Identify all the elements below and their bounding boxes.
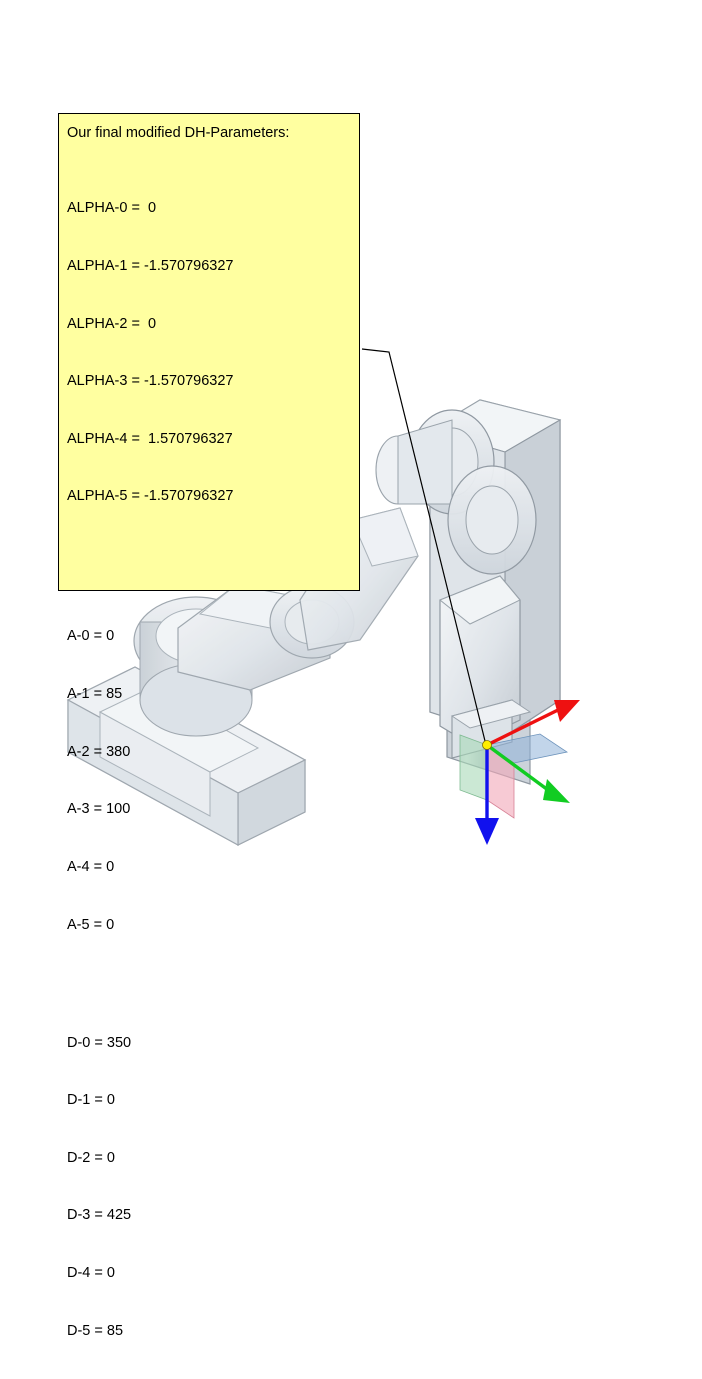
d-4-line: D-4 = 0 (67, 1264, 115, 1281)
a-0-line: A-0 = 0 (67, 628, 115, 645)
robot-front-elbow (448, 466, 536, 574)
d-0-line: D-0 = 350 (67, 1034, 132, 1051)
alpha-4-line: ALPHA-4 = 1.570796327 (67, 430, 233, 447)
alpha-0-line: ALPHA-0 = 0 (67, 200, 157, 217)
alpha-5-line: ALPHA-5 = -1.570796327 (67, 488, 234, 505)
d-3-line: D-3 = 425 (67, 1207, 132, 1224)
d-parameter-group (67, 995, 359, 1379)
d-2-line: D-2 = 0 (67, 1149, 115, 1166)
a-5-line: A-5 = 0 (67, 916, 115, 933)
origin-point (483, 741, 492, 750)
spacer-alpha-a (67, 545, 359, 567)
dh-parameters-callout (58, 113, 360, 1339)
d-1-line: D-1 = 0 (67, 1092, 115, 1109)
alpha-1-line: ALPHA-1 = -1.570796327 (67, 258, 234, 275)
robot-front (376, 400, 560, 784)
d-5-line: D-5 = 85 (67, 1322, 124, 1339)
a-2-line: A-2 = 380 (67, 743, 131, 760)
a-4-line: A-4 = 0 (67, 858, 115, 875)
a-1-line: A-1 = 85 (67, 686, 123, 703)
a-parameter-group (67, 589, 359, 973)
alpha-3-line: ALPHA-3 = -1.570796327 (67, 373, 234, 390)
alpha-2-line: ALPHA-2 = 0 (67, 315, 157, 332)
callout-heading: Our final modified DH-Parameters: (67, 125, 290, 141)
a-3-line: A-3 = 100 (67, 801, 131, 818)
spacer-a-d (67, 973, 359, 995)
spacer-alpha-a-2 (67, 567, 359, 589)
alpha-parameter-group (67, 161, 359, 545)
